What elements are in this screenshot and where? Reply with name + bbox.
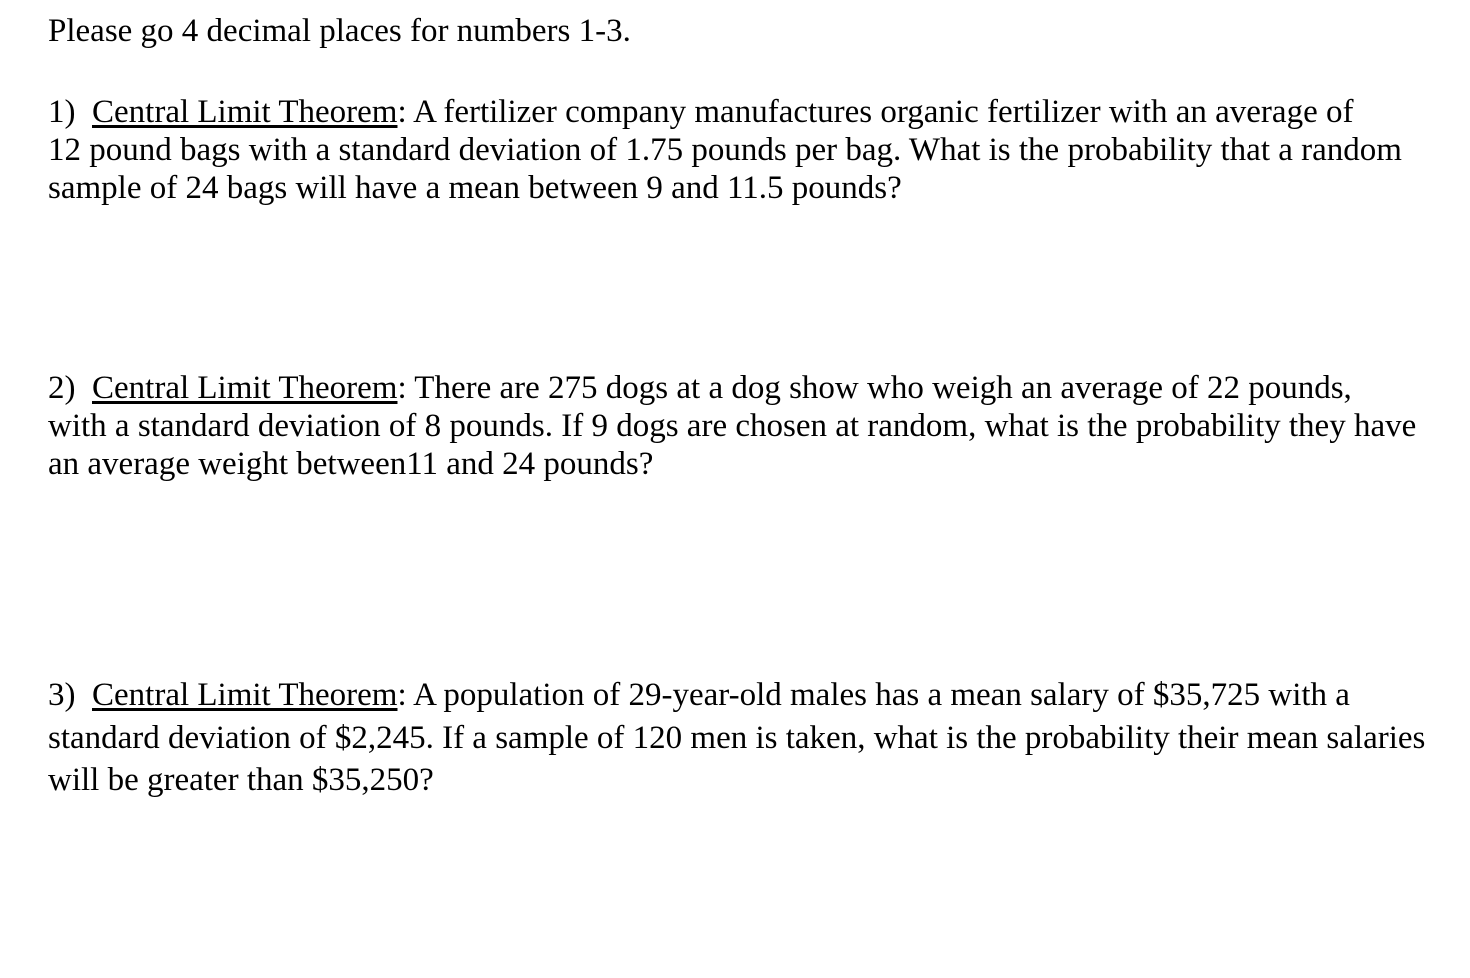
problem-number: 1)	[48, 94, 76, 130]
instructions-text: Please go 4 decimal places for numbers 1-3.	[48, 13, 631, 49]
problem-1	[48, 93, 1448, 207]
problem-1-line-1	[48, 93, 1448, 131]
problem-3-line-1	[48, 674, 1448, 717]
problem-3-line-3: will be greater than $35,250?	[48, 762, 434, 798]
problem-topic: Central Limit Theorem	[92, 370, 398, 406]
problem-3-line-2: standard deviation of $2,245. If a sample of 120 men is taken, what is the probability their mean salaries	[48, 719, 1426, 756]
problem-3	[48, 674, 1448, 802]
problem-number: 3)	[48, 677, 76, 713]
problem-number: 2)	[48, 370, 76, 406]
problem-1-line-3: sample of 24 bags will have a mean between 9 and 11.5 pounds?	[48, 170, 902, 206]
problem-2-line-3: an average weight between11 and 24 pounds?	[48, 446, 654, 482]
problem-text: : A fertilizer company manufactures organic fertilizer with an average of	[397, 94, 1354, 130]
problem-topic: Central Limit Theorem	[92, 94, 398, 130]
problem-text: : There are 275 dogs at a dog show who weigh an average of 22 pounds,	[397, 370, 1352, 406]
problem-2-line-1	[48, 369, 1448, 407]
problem-2-line-2: with a standard deviation of 8 pounds. If 9 dogs are chosen at random, what is the probability they have	[48, 408, 1417, 444]
problem-2	[48, 369, 1448, 483]
problem-topic: Central Limit Theorem	[92, 677, 398, 713]
problem-1-line-2: 12 pound bags with a standard deviation of 1.75 pounds per bag. What is the probability that a random	[48, 132, 1402, 168]
problem-text: : A population of 29-year-old males has a mean salary of $35,725 with a	[397, 677, 1350, 713]
